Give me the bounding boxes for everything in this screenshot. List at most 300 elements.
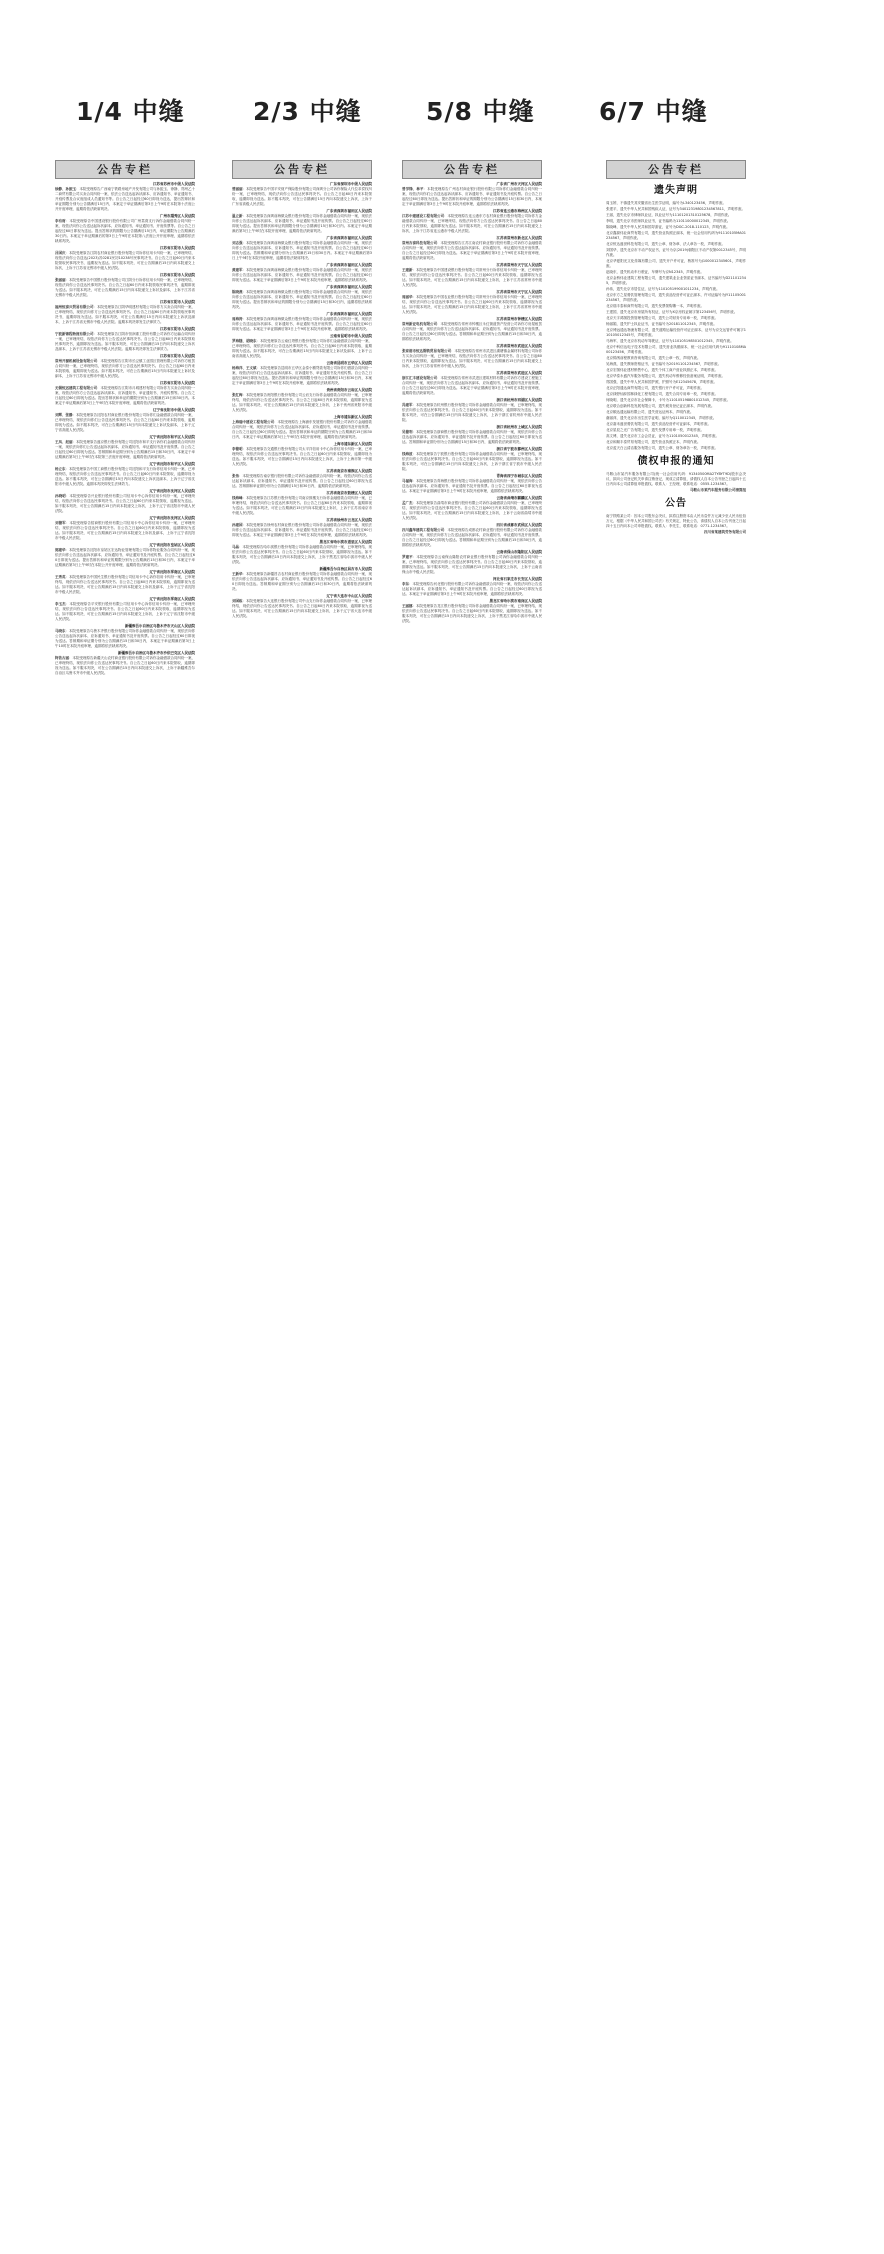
court-name: 江苏省苏州市中级人民法院 [153, 182, 195, 186]
loss-statement-item: 李明，遗失北京市医师执业证书，证书编码为110110000012345，声明作废。 [606, 219, 731, 223]
notice-body: 本院受理原告深圳前海微众银行股份有限公司诉你金融借款合同纠纷一案，现依法向你公告送达起诉状副本、应诉通知书、举证通知书及开庭传票。自公告之日起经过60日即视为送达。本案定于举证期满后第3日上午9时在本院开庭审理，逾期将依法缺席判决。 [232, 268, 372, 282]
loss-statement-item: 北京瑞丰泰和商贸有限公司，遗失发票领购簿一本，声明作废。 [606, 304, 704, 308]
notice-party: 刘德军 [55, 521, 66, 525]
separator: ： [242, 214, 246, 218]
notice-party: 马晶 [232, 545, 239, 549]
loss-statement-item: 高文博，遗失北京市工会会员证，证号为1101050012345，声明作废。 [606, 434, 719, 438]
separator: ： [76, 187, 80, 191]
court-name: 广东省深圳市福田区人民法院 [326, 285, 372, 289]
notice-party: 李有财 [55, 219, 66, 223]
notice-party: 张伟 [232, 474, 239, 478]
notice-party: 钱海峰 [232, 496, 243, 500]
court-name: 上海市浦东新区人民法院 [333, 415, 372, 419]
separator: ： [65, 521, 70, 525]
notice-body: 本院受理原告中国民生银行股份有限公司信用卡中心诉你信用卡纠纷一案，已审理终结，现依法向你公告送达民事判决书。自公告之日起60日内来本院领取，逾期即视为送达。如不服本判决，可在公告期满后15日内向本院递交上诉状及副本，上诉于辽宁省沈阳市中级人民法院。 [55, 575, 195, 594]
notice-text [55, 494, 195, 514]
notice-body: 本院受理原告深圳前海微众银行股份有限公司诉你金融借款合同纠纷一案，现依法向你公告送达起诉状副本、应诉通知书、举证通知书及开庭传票。自公告之日起经过60日即视为送达。答辩期和举证期分别为公告期满后15日和30日内。本案定于举证期满后第3日上午9时在本院开庭审理，逾期将依法缺席判决。 [232, 241, 372, 260]
column-header: 公告专栏 [55, 160, 195, 179]
notice-text [232, 393, 372, 413]
loss-statement-item: 谢丽萍，遗失北京市出生医学证明，编号为Q110012345，声明作废。 [606, 416, 717, 420]
loss-statement-item: 北京星辰之光广告有限公司，遗失发票专用章一枚，声明作废。 [606, 428, 704, 432]
loss-statement-item: 北京锦绣前程教育咨询有限公司，遗失公章一枚，声明作废。 [606, 356, 701, 360]
separator: ： [412, 403, 416, 407]
notice-text [55, 575, 195, 595]
notice-body: 本院受理原告盛京银行股份有限公司沈阳市和平支行诉你们金融借款合同纠纷一案，现依法向你们公告送达起诉状副本、应诉通知书、举证通知书及开庭传票。自公告之日起经过60日即视为送达。答辩期和举证期分别为公告期满后15日和30日内，本案定于举证期满后第3日上午9时在本院第三法庭开庭审理，逾期将依法缺席判决。 [55, 440, 195, 459]
separator: ： [65, 494, 70, 498]
notice-party: 王丽娜 [402, 604, 413, 608]
notice-party: 李东 [402, 582, 409, 586]
separator: ： [423, 187, 428, 191]
notice-text [55, 251, 195, 271]
court-name: 新疆维吾尔自治区昌吉市人民法院 [319, 567, 372, 571]
loss-statement-item: 刘国华，遗失北京市不动产权证书，证号为京(2019)朝阳区不动产权第0012345号，声明作废。 [606, 248, 746, 257]
notice-body: 本院受理原告哈尔滨银行股份有限公司诉你金融借款合同纠纷一案，已审理终结，现依法向你公告送达民事判决书。自公告之日起60日内来本院领取，逾期即视为送达。如不服本判决，可在公告期满后15日内向本院递交上诉状，上诉于黑龙江省哈尔滨市中级人民法院。 [232, 545, 372, 564]
notice-body: 本院受理原告江阴华明建材有限公司诉你方买卖合同纠纷一案，已审理终结，现依法向你方公告送达民事判决书。自公告之日起60日内来本院领取民事判决书，逾期即视为送达。如不服本判决，可在公告期满后15日内向本院递交上诉状及副本，上诉于江苏省无锡市中级人民法院。逾期本判决即发生法律效力。 [55, 305, 195, 324]
court-notice [232, 312, 372, 332]
notice-party: 曾丽丽 [232, 187, 243, 191]
notice-party: 周丽华 [402, 295, 413, 299]
court-name: 广东省深圳市中级人民法院 [330, 182, 372, 186]
notice-body: 本院受理原告中国工商银行股份有限公司沈阳和平支行诉你信用卡纠纷一案，已审理终结，现依法向你公告送达民事判决书。自公告之日起60日内来本院领取，逾期即视为送达。如不服本判决，可在公告期满后15日内向本院递交上诉状及副本，上诉于辽宁省沈阳市中级人民法院。逾期本判决即发生法律效力。 [55, 467, 195, 486]
notice-body: 本院受理原告中国平安财产保险股份有限公司深圳分公司诉你保险人代位求偿权纠纷一案，已审理终结，现依法向你公告送达民事判决书。自公告之日起60日内来本院领取，逾期即视为送达。如不服本判决，可在公告期满后15日内向本院递交上诉状，上诉于广东省高级人民法院。 [232, 187, 372, 206]
separator: ： [256, 366, 260, 370]
court-notice [55, 543, 195, 568]
court-name: 江苏省江阴市人民法院 [160, 327, 195, 331]
loss-statement-item: 北京中科信达电子技术有限公司，遗失营业执照副本，统一社会信用代码为91110108MA00123456，声明作废。 [606, 345, 746, 354]
court-notice [402, 474, 542, 494]
notice-body: 本院受理原告曲靖市商业银行股份有限公司诉你金融借款合同纠纷一案，已审理终结，现依法向你公告送达民事判决书。自公告之日起60日内来本院领取，逾期即视为送达。如不服本判决，可在公告期满后15日内向本院递交上诉状，上诉于云南省曲靖市中级人民法院。 [402, 501, 542, 520]
court-name: 贵州省贵阳市云岩区人民法院 [326, 388, 372, 392]
notice-body: 本院受理原告新疆天山农村商业银行股份有限公司诉你金融借款合同纠纷一案，已审理终结，现依法向你公告送达民事判决书。自公告之日起60日内来本院领取，逾期即视为送达。如不服本判决，可在公告期满后15日内向本院递交上诉状，上诉于新疆维吾尔自治区乌鲁木齐市中级人民法院。 [55, 656, 195, 675]
notice-party: 宁波新锦程物流有限公司 [55, 332, 94, 336]
notice-text [55, 656, 195, 676]
notice-party: 杨海洋、王文斌 [232, 366, 257, 370]
notice-party: 常州吉泰科技有限公司 [402, 241, 437, 245]
notice-party: 马晓东 [55, 629, 66, 633]
notice-party: 罗海随、胡晓东 [232, 339, 257, 343]
court-name: 辽宁省沈阳市沈河区人民法院 [149, 516, 195, 520]
separator: ： [69, 656, 73, 660]
notice-body: 本院受理原告中国建设银行股份有限公司广州荔湾支行诉你金融借款合同纠纷一案，现依法向你公告送达起诉状副本、应诉通知书、举证通知书、开庭传票等。自公告之日起经过60日即视为送达。提出答辩状的期限为公告期满后15日内，举证期限为公告期满后30日内。本案定于举证期满后的第3日上午9时在本院第八法庭公开开庭审理，逾期将依法缺席判决。 [55, 219, 196, 243]
notice-text [402, 187, 542, 207]
notice-party: 钱海波 [402, 452, 413, 456]
separator: ： [65, 575, 69, 579]
court-name: 辽宁省沈阳市浑南区人民法院 [149, 597, 195, 601]
notice-party: 王新华 [232, 572, 243, 576]
notice-body: 本院受理原告江阴农村商业银行股份有限公司诉你信用卡纠纷一案，已审理终结，现依法向你公告送达(2023)苏0281民初10238号民事判决书。自公告之日起60日内来本院领取民事判决书，逾期视为送达。如不服本判决，可在公告期满后15日内向本院递交上诉状，上诉于江苏省无锡市中级人民法院。 [55, 251, 195, 270]
notice-body: 本院受理原告浙商银行股份有限公司诉你金融借款合同纠纷一案，现依法向你公告送达起诉状副本、应诉通知书、举证通知书及开庭传票。自公告之日起经过60日即视为送达。答辩期和举证期分别为公告期满后15日和30日内，逾期将依法缺席判决。 [402, 430, 542, 444]
notice-party: 李玉杰 [55, 602, 66, 606]
loss-statement-item: 北京宏图伟业建材销售中心，遗失个体工商户营业执照正本，声明作废。 [606, 368, 718, 372]
separator: ： [412, 479, 416, 483]
notice-party: 张家港市恒达钢铁贸易有限公司 [402, 349, 451, 353]
court-notice [55, 381, 195, 406]
notice-text [402, 241, 542, 261]
court-notice [402, 344, 542, 369]
loss-statement-item: 杨丽娟，遗失护士执业证书，证书编号为201811012345，声明作废。 [606, 322, 717, 326]
court-notice [402, 263, 542, 288]
loss-statement-item: 北京金桥伟业建筑工程有限公司，遗失建筑业企业资质证书副本，证书编号为D211012345，声明作废。 [606, 276, 746, 285]
column-title-2: 2/3 中缝 [253, 97, 362, 126]
notice-party: 福州恒泰兴贸易有限公司 [55, 305, 94, 309]
court-name: 江苏省常州市天宁区人民法院 [496, 290, 542, 294]
notice-body: 本院受理原告中国银行股份有限公司江阴分行诉你信用卡纠纷一案，已审理终结，现依法向你公告送达民事判决书。自公告之日起60日内来本院领取民事判决书，逾期即视为送达。如不服本判决，可在公告期满后15日内向本院递交上诉状及副本，上诉于江苏省无锡市中级人民法院。 [55, 278, 195, 297]
notice-party: 吕国庆 [55, 251, 66, 255]
loss-statement-item: 北京绿野仙踪园林绿化工程有限公司，遗失合同专用章一枚，声明作废。 [606, 392, 718, 396]
loss-statement-item: 北京天宇鸿图投资管理有限公司，遗失公司财务专用章一枚，声明作废。 [606, 316, 718, 320]
notice-party: 郭建华 [55, 548, 66, 552]
court-name: 辽宁省沈阳市和平区人民法院 [149, 435, 195, 439]
separator: ： [412, 430, 416, 434]
creditor-notice [606, 472, 746, 493]
notice-text [402, 403, 542, 423]
notice-party: 周海涛 [232, 317, 243, 321]
notice-text [55, 602, 195, 622]
court-name: 上海市浦东新区人民法院 [333, 442, 372, 446]
separator: ： [242, 393, 246, 397]
court-notice [232, 334, 372, 359]
notice-body: 本院受理原告交通银行股份有限公司太平洋信用卡中心诉你信用卡纠纷一案，已审理终结，现依法向你公告送达民事判决书。自公告之日起60日内来本院领取，逾期即视为送达。如不服本判决，可在公告期满后15日内向本院递交上诉状，上诉于上海市第一中级人民法院。 [232, 447, 372, 466]
separator: ： [65, 602, 70, 606]
court-notice [55, 489, 195, 514]
court-notice [402, 398, 542, 423]
court-name: 广州市越秀区人民法院 [160, 214, 195, 218]
notice-body: 本院受理原告徐州农村商业银行股份有限公司诉你金融借款合同纠纷一案，现依法向你公告送达起诉状副本、应诉通知书、举证通知书及开庭传票。自公告之日起经过60日即视为送达。本案定于举证期满后第3日上午9时在本院开庭审理，逾期将依法缺席判决。 [232, 523, 372, 537]
loss-statement-item: 北京蓝天白云清洁服务有限公司，遗失公章、财务章各一枚，声明作废。 [606, 446, 718, 450]
court-name: 江苏省常州市钟楼区人民法院 [496, 317, 542, 321]
column-title-1: 1/4 中缝 [76, 97, 185, 126]
separator: ： [65, 467, 69, 471]
separator: ： [242, 599, 246, 603]
court-name: 广东省广州市天河区人民法院 [496, 182, 542, 186]
creditor-notice-title: 债权申报的通知 [637, 456, 715, 467]
notice-text [402, 295, 542, 315]
separator: ： [409, 582, 413, 586]
court-name: 辽宁省沈阳市和平区人民法院 [149, 462, 195, 466]
notice-body: 本院受理原告贵阳银行股份有限公司云岩支行诉你金融借款合同纠纷一案，已审理终结，现依法向你公告送达民事判决书。自公告之日起60日内来本院领取，逾期即视为送达。如不服本判决，可在公告期满后15日内向本院递交上诉状，上诉于贵州省贵阳市中级人民法院。 [232, 393, 372, 412]
loss-statement-item: 陈晓峰，遗失中华人民共和国导游证，证号为DGC-2018-110123，声明作废。 [606, 225, 730, 229]
court-notice [402, 577, 542, 597]
court-notice [232, 361, 372, 386]
court-name: 四川省成都市武侯区人民法院 [496, 523, 542, 527]
court-notice [55, 246, 195, 271]
loss-statement-item: 孙伟，遗失北京市居住证，证号为110105199001011234，声明作废。 [606, 287, 720, 291]
notice-body: 本院受理原告深圳前海微众银行股份有限公司诉你金融借款合同纠纷一案，现依法向你公告送达起诉状副本、应诉通知书、举证通知书及开庭传票。自公告之日起经过60日即视为送达。本案定于举证期满后第3日上午9时在本院开庭审理，逾期将依法缺席判决。 [232, 317, 372, 331]
court-name: 辽宁省沈阳市中级人民法院 [153, 408, 195, 412]
notice-text [402, 430, 542, 445]
court-notice [232, 388, 372, 413]
separator: ： [437, 241, 441, 245]
court-notice [55, 570, 195, 595]
loss-statement-item: 北京正阳通达商贸有限公司，遗失银行开户许可证，声明作废。 [606, 386, 704, 390]
court-notice [232, 469, 372, 489]
court-notice [402, 182, 542, 207]
notice-party: 曾学锋、林平 [402, 187, 424, 191]
court-name: 江苏省连云港市海州区人民法院 [493, 209, 542, 213]
notice-text [55, 305, 195, 325]
loss-statement-item: 北京华夏阳光文化传媒有限公司，遗失开户许可证，核准号为J1000012345601，声明作废。 [606, 259, 746, 268]
court-notice [55, 182, 195, 212]
court-notice [55, 354, 195, 379]
notice-text [232, 599, 372, 619]
court-name: 浙江省杭州市上城区人民法院 [496, 425, 542, 429]
court-name: 江苏省江阴市人民法院 [160, 246, 195, 250]
notice-party: 孙建国 [232, 523, 243, 527]
notice-text [232, 268, 372, 283]
notice-party: 刘辉、张静 [55, 413, 73, 417]
notice-list [402, 182, 542, 624]
court-name: 江苏省常州市武进区人民法院 [496, 371, 542, 375]
notice-body: 本院受理原告中国建设银行股份有限公司常州分行诉你信用卡纠纷一案，已审理终结，现依法向你公告送达民事判决书。自公告之日起60日内来本院领取，逾期即视为送达。如不服本判决，可在公告期满后15日内向本院递交上诉状，上诉于江苏省常州市中级人民法院。 [402, 268, 542, 287]
notice-party: 王凤、赵丽 [55, 440, 73, 444]
notice-text [402, 376, 542, 396]
court-name: 云南省昆明市五华区人民法院 [326, 361, 372, 365]
separator: ： [93, 305, 97, 309]
court-notice [232, 491, 372, 516]
notice-party: 孟广杰 [402, 501, 413, 505]
separator: ： [65, 629, 69, 633]
separator: ： [242, 241, 246, 245]
notice-body: 本院受理原告青海银行股份有限公司诉你金融借款合同纠纷一案，现依法向你公告送达起诉状副本、应诉通知书、举证通知书及开庭传票。自公告之日起经过60日即视为送达。本案定于举证期满后第3日上午9时在本院开庭审理，逾期将依法缺席判决。 [402, 479, 542, 493]
court-name: 云南省曲靖市麒麟区人民法院 [496, 496, 542, 500]
separator: ： [97, 386, 101, 390]
notice-party: 四川鑫华建筑工程有限公司 [402, 528, 444, 532]
separator: ： [444, 528, 448, 532]
notice-text [402, 501, 542, 521]
notice-text [402, 479, 542, 494]
notice-text [402, 604, 542, 624]
notice-party: 江苏中建建设工程有限公司 [402, 214, 444, 218]
court-notice [402, 550, 542, 575]
separator: ： [451, 349, 455, 353]
loss-statement-item: 吴海燕，遗失教师资格证书，证书编号为20191101234567，声明作废。 [606, 362, 722, 366]
notice-body: 本院受理原告杭州银行股份有限公司诉你金融借款合同纠纷一案，已审理终结，现依法向你公告送达民事判决书。自公告之日起60日内来本院领取，逾期即视为送达。如不服本判决，可在公告期满后15日内向本院递交上诉状，上诉于浙江省杭州市中级人民法院。 [402, 403, 542, 422]
notice-body: 本院受理原告江苏银行股份有限公司南京鼓楼支行诉你金融借款合同纠纷一案，已审理终结，现依法向你公告送达民事判决书。自公告之日起60日内来本院领取，逾期即视为送达。如不服本判决，可在公告期满后15日内向本院递交上诉状，上诉于江苏省南京市中级人民法院。 [232, 496, 372, 515]
notice-text [55, 278, 195, 298]
court-name: 江苏省常州市新北区人民法院 [496, 236, 542, 240]
notice-text [402, 268, 542, 288]
notice-text [55, 629, 195, 649]
notice-party: 王秀英 [55, 575, 66, 579]
column-title-3: 5/8 中缝 [426, 97, 535, 126]
notice-text [232, 545, 372, 565]
court-notice [232, 236, 372, 261]
court-name: 云南省昆明市中级人民法院 [330, 334, 372, 338]
creditor-notice-body: 马鞍山市某汽车服务有限公司(统一社会信用代码：91340500MA2TYBYT9D)股东会决议，拟向公司登记机关申请注销登记，现成立清算组，请债权人自本公告刊登之日起四十五日内向本公司清算组申报债权。联系人：王经理，联系电话：0555-1234567。 [606, 472, 746, 486]
separator: ： [65, 548, 69, 552]
court-notice [402, 447, 542, 472]
notice-body: 本院受理原告广西南宁铁路房地产开发有限公司与孙振玉、徐静、郑州乙十二商贸有限公司买卖合同纠纷一案，依法公告送达起诉状副本、应诉通知书、举证通知书、开庭传票及合议庭组成人员通知书等。自公告之日起经过60日即视为送达，提出答辩状和举证期限分别为公告期满后15日内，本案定于举证期满后第3日上午9时在本院第十法庭公开开庭审理，逾期将依法缺席判决。 [55, 187, 195, 211]
notice-text [402, 452, 542, 472]
notice-body: 本院受理原告平安银行股份有限公司信用卡中心诉你信用卡纠纷一案，已审理终结，现依法向你公告送达民事判决书。自公告之日起60日内来本院领取，逾期即视为送达。如不服本判决，可在公告期满后15日内向本院递交上诉状，上诉于辽宁省沈阳市中级人民法院。 [55, 602, 196, 621]
notice-text [232, 187, 372, 207]
notice-text [402, 582, 542, 597]
public-notice-signature: 四川省某建筑劳务有限公司 [704, 530, 746, 534]
notice-body: 本院受理原告昆明市五华区金泰小额贷款有限公司诉你们借款合同纠纷一案，现依法向你们公告送达起诉状副本、应诉通知书、举证通知书及开庭传票。自公告之日起经过60日即视为送达。提出答辩状和举证的期限分别为公告期满后15日和30日内，本案定于举证期满后第3日上午9时在本院开庭审理，逾期将依法缺席判决。 [232, 366, 372, 385]
separator: ： [65, 219, 70, 223]
notice-text [232, 241, 372, 261]
loss-statement-item: 王建国，遗失北京市房屋所有权证，证号为X京房权证朝字第123456号，声明作废。 [606, 310, 738, 314]
notice-text [232, 290, 372, 310]
court-name: 江苏省江阴市人民法院 [160, 354, 195, 358]
notice-party: 陈晓燕 [232, 290, 243, 294]
notice-text [55, 332, 195, 352]
loss-statement-item: 郑国强，遗失中华人民共和国护照，护照号为E12345678，声明作废。 [606, 380, 718, 384]
loss-statement-item: 何晓明，遗失北京市社会保障卡，卡号为110105198801012345，声明作废。 [606, 398, 731, 402]
court-name: 广东省深圳市福田区人民法院 [326, 263, 372, 267]
court-name: 河北省石家庄市长安区人民法院 [493, 577, 542, 581]
notice-body: 本院受理原告江阴市月城建材有限公司诉你方买卖合同纠纷一案，现依法向你方公告送达起诉状副本、应诉通知书、举证通知书、开庭传票等。自公告之日起经过60日即视为送达。提出答辩状和举证的期限分别为公告期满后15日和30日内。本案定于举证期满后第3日上午9时在本院开庭审理，逾期将依法缺席判决。 [55, 386, 195, 405]
court-notice [55, 597, 195, 622]
notice-text [55, 548, 195, 568]
separator: ： [239, 474, 243, 478]
court-name: 江苏省南京市秦淮区人民法院 [326, 469, 372, 473]
separator: ： [93, 332, 97, 336]
notice-body: 本院受理原告南京银行股份有限公司诉你金融借款合同纠纷一案，现依法向你公告送达起诉状副本、应诉通知书、举证通知书及开庭传票。自公告之日起经过60日即视为送达。答辩期和举证期分别为公告期满后15日和30日内，逾期将依法缺席判决。 [232, 474, 372, 488]
notice-text [402, 349, 542, 369]
separator: ： [242, 290, 246, 294]
separator: ： [412, 501, 416, 505]
notice-text [55, 219, 195, 244]
public-notice-body: 南宁铁路某公司：因本公司股东会决议，拟将注册资本由人民币壹仟万元减少至人民币伍佰万元，根据《中华人民共和国公司法》有关规定，特此公告，请债权人自本公告刊登之日起四十五日内向本公司申报债权。联系人：李先生，联系电话：0771-1234567。 [606, 514, 746, 528]
notice-body: 本院受理原告广州农村商业银行股份有限公司诉你们金融借款合同纠纷一案，现依法向你们公告送达起诉状副本、应诉通知书、举证通知书及开庭传票。自公告之日起经过60日即视为送达。提出答辩状和举证的期限分别为公告期满后15日和30日内，本案定于举证期满后第3日上午9时在本院开庭审理，逾期将依法缺席判决。 [402, 187, 543, 206]
court-name: 浙江省杭州市西湖区人民法院 [496, 398, 542, 402]
notice-party: 徐静、孙振玉 [55, 187, 76, 191]
notice-body: 本院受理原告江苏江南农村商业银行股份有限公司诉你方金融借款合同纠纷一案，现依法向你方公告送达起诉状副本、应诉通知书、举证通知书及开庭传票。自公告之日起经过60日即视为送达。本案定于举证期满后第3日上午9时在本院开庭审理，逾期将依法缺席判决。 [402, 241, 542, 260]
separator: ： [72, 413, 76, 417]
loss-statement-item: 马海军，遗失北京市机动车驾驶证，证号为110105198501012345，声明作废。 [606, 339, 734, 343]
court-notice [55, 327, 195, 352]
notice-text [402, 214, 542, 234]
court-name: 江苏省江阴市人民法院 [160, 300, 195, 304]
notice-party: 吴德利 [402, 430, 413, 434]
notice-text [55, 413, 195, 433]
court-name: 辽宁省沈阳市皇姑区人民法院 [149, 543, 195, 547]
column-title-4: 6/7 中缝 [599, 97, 708, 126]
separator: ： [242, 317, 246, 321]
notice-body: 本院受理原告龙江银行股份有限公司诉你金融借款合同纠纷一案，已审理终结，现依法向你公告送达民事判决书。自公告之日起60日内来本院领取，逾期即视为送达。如不服本判决，可在公告期满后15日内向本院递交上诉状，上诉于黑龙江省哈尔滨市中级人民法院。 [402, 604, 542, 623]
court-notice [402, 599, 542, 624]
court-notice [402, 371, 542, 396]
court-notice [232, 518, 372, 538]
notice-body: 本院受理原告连云港东方农村商业银行股份有限公司诉你方金融借款合同纠纷一案，已审理终结，现依法向你方公告送达民事判决书。自公告之日起60日内来本院领取，逾期即视为送达。如不服本判决，可在公告期满后15日内向本院递交上诉状，上诉于江苏省连云港市中级人民法院。 [402, 214, 542, 233]
notice-text [55, 187, 195, 212]
separator: ： [65, 251, 69, 255]
notice-text [55, 386, 195, 406]
loss-statement-item: 北京顺达通运输有限公司，遗失营运证两本，声明作废。 [606, 410, 694, 414]
court-name: 黑龙江省哈尔滨市南岗区人民法院 [489, 599, 542, 603]
court-notice [232, 285, 372, 310]
court-notice [55, 300, 195, 325]
separator: ： [72, 440, 76, 444]
notice-party: 张红梅 [232, 393, 243, 397]
separator: ： [412, 268, 416, 272]
notice-list [55, 182, 195, 676]
court-notice [55, 435, 195, 460]
separator: ： [97, 359, 101, 363]
court-name: 江苏省徐州市云龙区人民法院 [326, 518, 372, 522]
notice-text [232, 447, 372, 467]
notice-party: 浙江汇丰建设有限公司 [402, 376, 437, 380]
court-notice [402, 290, 542, 315]
separator: ： [412, 295, 416, 299]
separator: ： [242, 447, 246, 451]
notice-body: 本院受理原告河北银行股份有限公司诉你金融借款合同纠纷一案，现依法向你公告送达起诉状副本、应诉通知书、举证通知书及开庭传票。自公告之日起经过60日即视为送达。本案定于举证期满后第3日上午9时在本院开庭审理，逾期将依法缺席判决。 [402, 582, 542, 596]
column-header: 公告专栏 [232, 160, 372, 179]
notice-body: 本院受理原告深圳前海微众银行股份有限公司诉你金融借款合同纠纷一案，现依法向你公告送达起诉状副本、应诉通知书、举证通知书及开庭传票。自公告之日起经过60日即视为送达。提出答辩状和举证的期限分别为公告期满后15日和30日内，逾期将依法缺席判决。 [232, 290, 372, 309]
notice-body: 本院受理原告招商银行股份有限公司信用卡中心诉你信用卡纠纷一案，已审理终结，现依法向你公告送达民事判决书。自公告之日起60日内来本院领取，逾期即视为送达。如不服本判决，可在公告期满后15日内向本院递交上诉状及副本，上诉于辽宁省沈阳市中级人民法院。 [55, 521, 196, 540]
court-notice [402, 523, 542, 548]
court-notice [232, 263, 372, 283]
loss-statement-item: 北京博远通达物流有限公司，遗失道路运输经营许可证正副本，证号为京交运管许可朝字110105012345号，声明作废。 [606, 328, 746, 337]
court-notice [232, 182, 372, 207]
court-notice [232, 594, 372, 619]
court-notice [55, 462, 195, 487]
court-name: 新疆维吾尔自治区乌鲁木齐市天山区人民法院 [125, 624, 195, 628]
notice-party: 刘志强 [232, 241, 243, 245]
court-name: 广东省深圳市福田区人民法院 [326, 312, 372, 316]
notice-column-1 [55, 160, 195, 678]
notice-text [232, 317, 372, 332]
notice-column-4 [606, 160, 746, 535]
loss-statement-item: 北京联合创新科技发展有限公司，遗失税务登记证正副本，声明作废。 [606, 404, 715, 408]
notice-party: 上海瑞中建设工程有限公司 [232, 420, 274, 424]
notice-body: 本院受理原告上海浦东发展银行股份有限公司诉你方金融借款合同纠纷一案，现依法向你方公告送达起诉状副本、应诉通知书、举证通知书及开庭传票。自公告之日起经过60日即视为送达。提出答辩状和举证的期限分别为公告期满后15日和30日内，本案定于举证期满后第3日上午9时在本院开庭审理，逾期将依法缺席判决。 [232, 420, 372, 439]
notice-body: 本院受理原告乌鲁木齐银行股份有限公司诉你金融借款合同纠纷一案，现依法向你公告送达起诉状副本、应诉通知书、举证通知书及开庭传票。自公告之日起经过60日即视为送达。答辩期和举证期分别为公告期满后15日和30日内，本案定于举证期满后第3日上午10时在本院开庭审理，逾期将依法缺席判决。 [55, 629, 195, 648]
court-notice [402, 209, 542, 234]
court-name: 广东省深圳市福田区人民法院 [326, 209, 372, 213]
notice-column-3 [402, 160, 542, 626]
loss-statement-item: 北京东方之星餐饮管理有限公司，遗失食品经营许可证正副本，许可证编号为JY11105001234567，声明作废。 [606, 293, 746, 302]
loss-statement-item: 王丽，遗失北京市律师执业证，执业证号为11101201310125678，声明作废。 [606, 213, 732, 217]
court-notice [55, 273, 195, 298]
notice-text [232, 420, 372, 440]
public-notice [606, 514, 746, 535]
loss-statement-item: 北京嘉禾盛世餐饮有限公司，遗失食品经营许可证副本，声明作废。 [606, 422, 711, 426]
notice-party: 杨立东 [55, 467, 66, 471]
loss-statement-item: 赵晓东，遗失机动车行驶证，车牌号为京N12345，声明作废。 [606, 270, 704, 274]
notice-party: 刘国栋 [232, 599, 243, 603]
notice-list [232, 182, 372, 619]
separator: ： [412, 604, 416, 608]
notice-body: 本院受理原告中国农业银行股份有限公司常州分行诉你信用卡纠纷一案，已审理终结，现依法向你公告送达民事判决书。自公告之日起60日内来本院领取，逾期即视为送达。如不服本判决，可在公告期满后15日内向本院递交上诉状，上诉于江苏省常州市中级人民法院。 [402, 295, 542, 314]
notice-party: 黄建军 [232, 268, 243, 272]
separator: ： [412, 555, 417, 559]
notice-party: 李德明 [232, 447, 243, 451]
notice-party: 无锡恒远建筑工程有限公司 [55, 386, 97, 390]
loss-statement-item: 北京恒达盛世科技有限公司，遗失公章、财务章、法人章各一枚，声明作废。 [606, 242, 725, 246]
notice-party: 阿依古丽 [55, 656, 69, 660]
separator: ： [256, 339, 260, 343]
court-name: 广东省深圳市福田区人民法院 [326, 236, 372, 240]
separator: ： [412, 452, 416, 456]
notice-body: 本院受理原告兴业银行股份有限公司信用卡中心诉你信用卡纠纷一案，已审理终结，现依法向你公告送达民事判决书。自公告之日起60日内来本院领取，逾期视为送达。如不服本判决，可在公告期满后15日内向本院递交上诉状，上诉于辽宁省沈阳市中级人民法院。 [55, 494, 196, 513]
notice-body: 本院受理原告江阴市长泾镇工业园区管理有限公司诉你方租赁合同纠纷一案，已审理终结，现依法向你方公告送达民事判决书。自公告之日起60日内来本院领取，逾期即视为送达。如不服本判决，可在公告期满后15日内向本院递交上诉状及副本，上诉于江苏省无锡市中级人民法院。 [55, 359, 195, 378]
separator: ： [239, 545, 243, 549]
loss-statement-list [606, 201, 746, 451]
creditor-notice-signature: 马鞍山市某汽车服务有限公司清算组 [690, 488, 746, 492]
loss-statement-item: 北京华泰永盛汽车服务有限公司，遗失机动车维修经营备案证明，声明作废。 [606, 374, 725, 378]
loss-statement-item: 周玉婷，不慎遗失其安徽省出生医学证明，编号为L340123456，声明作废。 [606, 201, 726, 205]
notice-body: 本院受理原告宁波银行股份有限公司诉你金融借款合同纠纷一案，已审理终结，现依法向你公告送达民事判决书。自公告之日起60日内来本院领取，逾期即视为送达。如不服本判决，可在公告期满后15日内向本院递交上诉状，上诉于浙江省宁波市中级人民法院。 [402, 452, 542, 471]
separator: ： [65, 278, 69, 282]
court-notice [55, 214, 195, 244]
notice-body: 本院受理原告云南红塔银行股份有限公司诉你们金融借款合同纠纷一案，已审理终结，现依法向你们公告送达民事判决书。自公告之日起60日内来本院领取，逾期即视为送达。如不服本判决，可在公告期满后15日内向本院递交上诉状及副本，上诉于云南省高级人民法院。 [232, 339, 372, 358]
court-notice [232, 567, 372, 592]
separator: ： [242, 268, 246, 272]
court-name: 浙江省宁波市鄞州区人民法院 [496, 447, 542, 451]
court-name: 辽宁省大连市中山区人民法院 [326, 594, 372, 598]
